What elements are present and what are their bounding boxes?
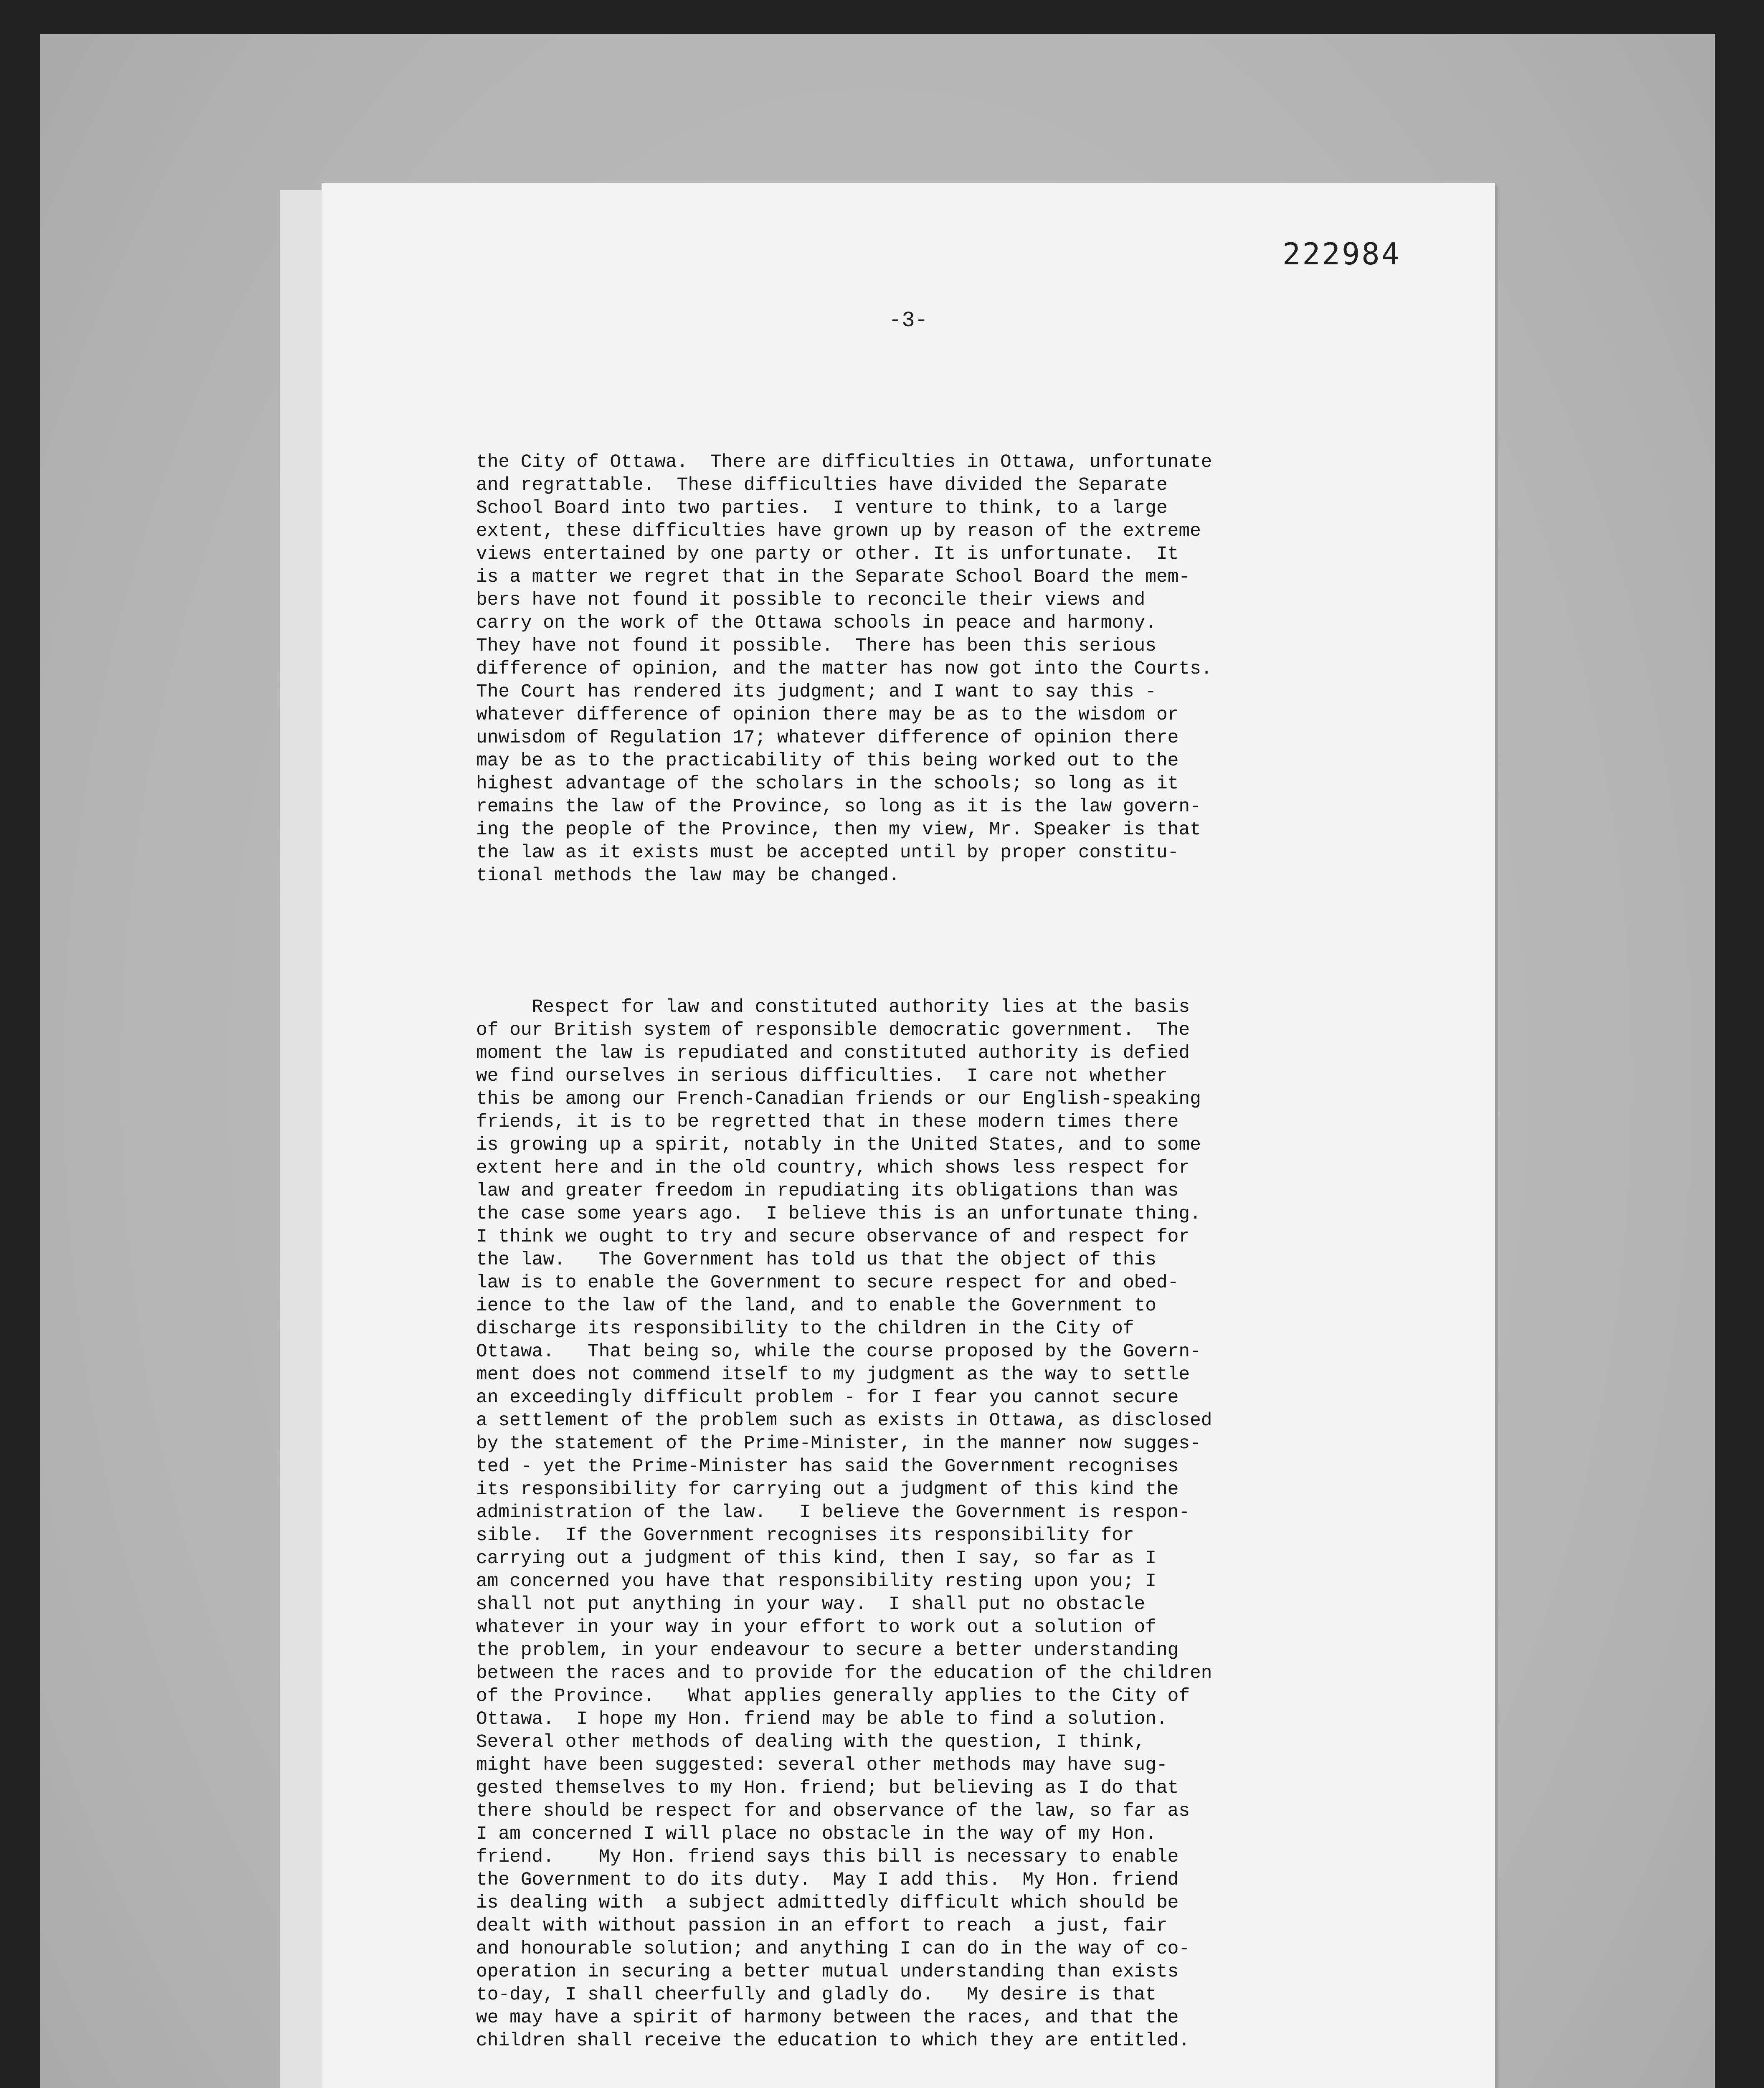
text-line: this be among our French-Canadian friends or our English-speaking — [476, 1089, 1201, 1110]
text-line: School Board into two parties. I venture to think, to a large — [476, 498, 1168, 519]
text-line: of the Province. What applies generally applies to the City of — [476, 1686, 1190, 1707]
text-line: friend. My Hon. friend says this bill is necessary to enable — [476, 1847, 1179, 1868]
text-line: a settlement of the problem such as exists in Ottawa, as disclosed — [476, 1410, 1212, 1431]
text-line: the law. The Government has told us that the object of this — [476, 1249, 1156, 1270]
text-line: Several other methods of dealing with the question, I think, — [476, 1732, 1146, 1753]
text-line: views entertained by one party or other. It is unfortunate. It — [476, 544, 1179, 565]
text-line: the problem, in your endeavour to secure a better understanding — [476, 1640, 1179, 1661]
text-line: I am concerned I will place no obstacle in the way of my Hon. — [476, 1824, 1156, 1845]
paragraph-2 — [476, 996, 1407, 2053]
text-line: shall not put anything in your way. I shall put no obstacle — [476, 1594, 1146, 1615]
paragraph-gap — [476, 933, 1407, 950]
text-line: and regrattable. These difficulties have divided the Separate — [476, 475, 1168, 496]
text-line: of our British system of responsible democratic government. The — [476, 1020, 1190, 1041]
text-line: extent here and in the old country, which shows less respect for — [476, 1158, 1190, 1178]
text-line: between the races and to provide for the education of the children — [476, 1663, 1212, 1684]
text-line: moment the law is repudiated and constituted authority is defied — [476, 1043, 1190, 1064]
text-line: the case some years ago. I believe this is an unfortunate thing. — [476, 1204, 1201, 1224]
text-line: whatever difference of opinion there may be as to the wisdom or — [476, 704, 1179, 725]
text-line: there should be respect for and observance of the law, so far as — [476, 1801, 1190, 1822]
text-line: gested themselves to my Hon. friend; but believing as I do that — [476, 1778, 1179, 1799]
text-line: the Government to do its duty. May I add this. My Hon. friend — [476, 1870, 1179, 1890]
text-line: by the statement of the Prime-Minister, in the manner now sugges- — [476, 1433, 1201, 1454]
text-line: highest advantage of the scholars in the schools; so long as it — [476, 773, 1179, 794]
text-line: its responsibility for carrying out a judgment of this kind the — [476, 1479, 1179, 1500]
text-line: administration of the law. I believe the Government is respon- — [476, 1502, 1190, 1523]
text-line: is dealing with a subject admittedly difficult which should be — [476, 1893, 1179, 1913]
text-line: operation in securing a better mutual understanding than exists — [476, 1961, 1179, 1982]
text-line: Ottawa. That being so, while the course proposed by the Govern- — [476, 1341, 1201, 1362]
text-line: may be as to the practicability of this being worked out to the — [476, 750, 1179, 771]
text-line: an exceedingly difficult problem - for I fear you cannot secure — [476, 1387, 1179, 1408]
text-line: is a matter we regret that in the Separate School Board the mem- — [476, 567, 1190, 588]
text-line: the law as it exists must be accepted until by proper constitu- — [476, 842, 1179, 863]
text-line: extent, these difficulties have grown up by reason of the extreme — [476, 521, 1201, 542]
text-line: unwisdom of Regulation 17; whatever difference of opinion there — [476, 727, 1179, 748]
text-line: carrying out a judgment of this kind, then I say, so far as I — [476, 1548, 1156, 1569]
text-line: ment does not commend itself to my judgment as the way to settle — [476, 1364, 1190, 1385]
text-line: we may have a spirit of harmony between the races, and that the — [476, 2007, 1179, 2028]
text-line: whatever in your way in your effort to work out a solution of — [476, 1617, 1156, 1638]
paragraph-1 — [476, 451, 1407, 887]
document-page — [322, 183, 1495, 2088]
text-line: dealt with without passion in an effort to reach a just, fair — [476, 1916, 1168, 1936]
text-line: friends, it is to be regretted that in these modern times there — [476, 1112, 1179, 1133]
text-line: They have not found it possible. There has been this serious — [476, 636, 1156, 656]
text-line: sible. If the Government recognises its responsibility for — [476, 1525, 1134, 1546]
archive-number: 222984 — [1282, 236, 1401, 271]
text-line: might have been suggested: several other methods may have sug- — [476, 1755, 1168, 1776]
text-line: ted - yet the Prime-Minister has said the Government recognises — [476, 1456, 1179, 1477]
text-line: law is to enable the Government to secure respect for and obed- — [476, 1272, 1179, 1293]
text-line: the City of Ottawa. There are difficulties in Ottawa, unfortunate — [476, 452, 1212, 473]
text-line: tional methods the law may be changed. — [476, 865, 900, 886]
text-line: I think we ought to try and secure observance of and respect for — [476, 1226, 1190, 1247]
text-line: law and greater freedom in repudiating its obligations than was — [476, 1181, 1179, 1201]
text-line: remains the law of the Province, so long as it is the law govern- — [476, 796, 1201, 817]
text-line: we find ourselves in serious difficulties. I care not whether — [476, 1066, 1168, 1087]
text-line: to-day, I shall cheerfully and gladly do. My desire is that — [476, 1984, 1156, 2005]
text-line: am concerned you have that responsibility resting upon you; I — [476, 1571, 1156, 1592]
text-line: Ottawa. I hope my Hon. friend may be able to find a solution. — [476, 1709, 1168, 1730]
text-line: carry on the work of the Ottawa schools in peace and harmony. — [476, 613, 1156, 633]
document-body — [476, 405, 1407, 2088]
text-line: ing the people of the Province, then my view, Mr. Speaker is that — [476, 819, 1201, 840]
page-number: -3- — [889, 308, 928, 333]
text-line: difference of opinion, and the matter has now got into the Courts. — [476, 659, 1212, 679]
text-line: bers have not found it possible to reconcile their views and — [476, 590, 1146, 611]
text-line: is growing up a spirit, notably in the United States, and to some — [476, 1135, 1201, 1155]
text-line: The Court has rendered its judgment; and I want to say this - — [476, 682, 1156, 702]
text-line: children shall receive the education to which they are entitled. — [476, 2030, 1190, 2051]
text-line: Respect for law and constituted authority lies at the basis — [476, 997, 1190, 1018]
text-line: ience to the law of the land, and to enable the Government to — [476, 1295, 1156, 1316]
text-line: and honourable solution; and anything I can do in the way of co- — [476, 1938, 1190, 1959]
text-line: discharge its responsibility to the children in the City of — [476, 1318, 1134, 1339]
